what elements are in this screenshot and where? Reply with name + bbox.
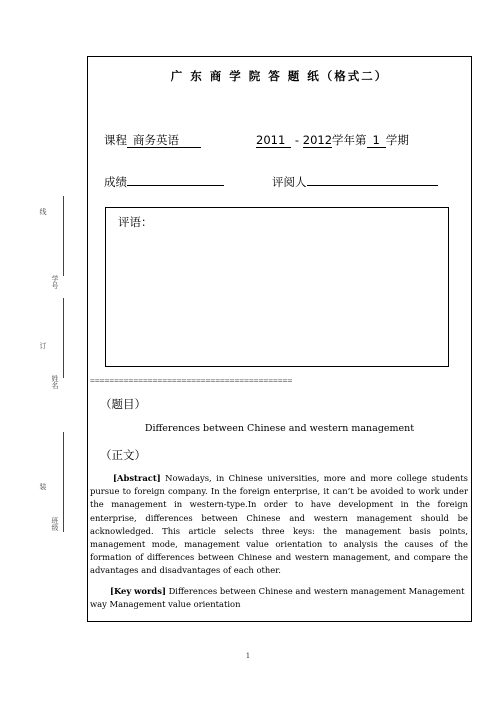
reviewer-row: [272, 174, 438, 190]
page-number: 1: [245, 652, 251, 660]
abstract-paragraph: [90, 472, 468, 578]
topic-label: （题目）: [100, 397, 146, 411]
term-suffix: 学期: [385, 133, 409, 147]
year-end[interactable]: 2012: [302, 133, 333, 147]
course-value[interactable]: 商务英语: [127, 134, 201, 148]
term-value[interactable]: 1: [367, 134, 386, 148]
class-line: [63, 432, 64, 532]
abstract-label: [Abstract]: [113, 473, 161, 483]
reviewer-label: 评阅人: [272, 175, 307, 189]
reviewer-field[interactable]: [307, 185, 438, 186]
comment-label: 评语：: [118, 215, 153, 229]
essay-title: Differences between Chinese and western management: [144, 423, 415, 434]
year-suffix: 学年第: [332, 133, 367, 147]
margin-line-char: 线: [39, 208, 47, 215]
keywords-paragraph: [90, 585, 468, 611]
abstract-text: Nowadays, in Chinese universities, more and more college students pursue to foreign company. In the foreign enterprise, it can’t be avoided to work under the management in western-type.In order to have development in the foreign enterprise, differences between Chinese and western management should be acknowledged. This article selects three keys: the management basis points, management mode, management value orientation to analysis the causes of the formation of differences between Chinese and western management, and compare the advantages and disadvantages of each other.: [90, 473, 468, 576]
course-label: 课程: [104, 133, 127, 147]
section-divider: ==========================================: [90, 376, 293, 385]
year-separator: -: [291, 133, 303, 147]
course-row: [104, 132, 201, 148]
margin-zhuang-char: 装: [39, 483, 47, 490]
score-row: [104, 174, 224, 190]
year-start[interactable]: 2011: [256, 134, 291, 148]
student-id-line: [63, 196, 64, 276]
school-year-row: [256, 132, 409, 148]
keywords-text: Differences between Chinese and western management Management way Management value orientation: [90, 586, 465, 610]
sheet-title: 广 东 商 学 院 答 题 纸（格式二）: [170, 69, 389, 83]
margin-name: 姓名: [51, 375, 59, 389]
comment-box[interactable]: [105, 207, 449, 367]
name-line: [63, 298, 64, 378]
margin-student-id: 学号: [51, 275, 59, 289]
margin-ding-char: 订: [39, 342, 47, 349]
score-field[interactable]: [127, 185, 224, 186]
body-label: （正文）: [100, 448, 146, 462]
keywords-label: [Key words]: [110, 586, 166, 596]
score-label: 成绩: [104, 175, 127, 189]
margin-class: 班级: [51, 517, 59, 531]
